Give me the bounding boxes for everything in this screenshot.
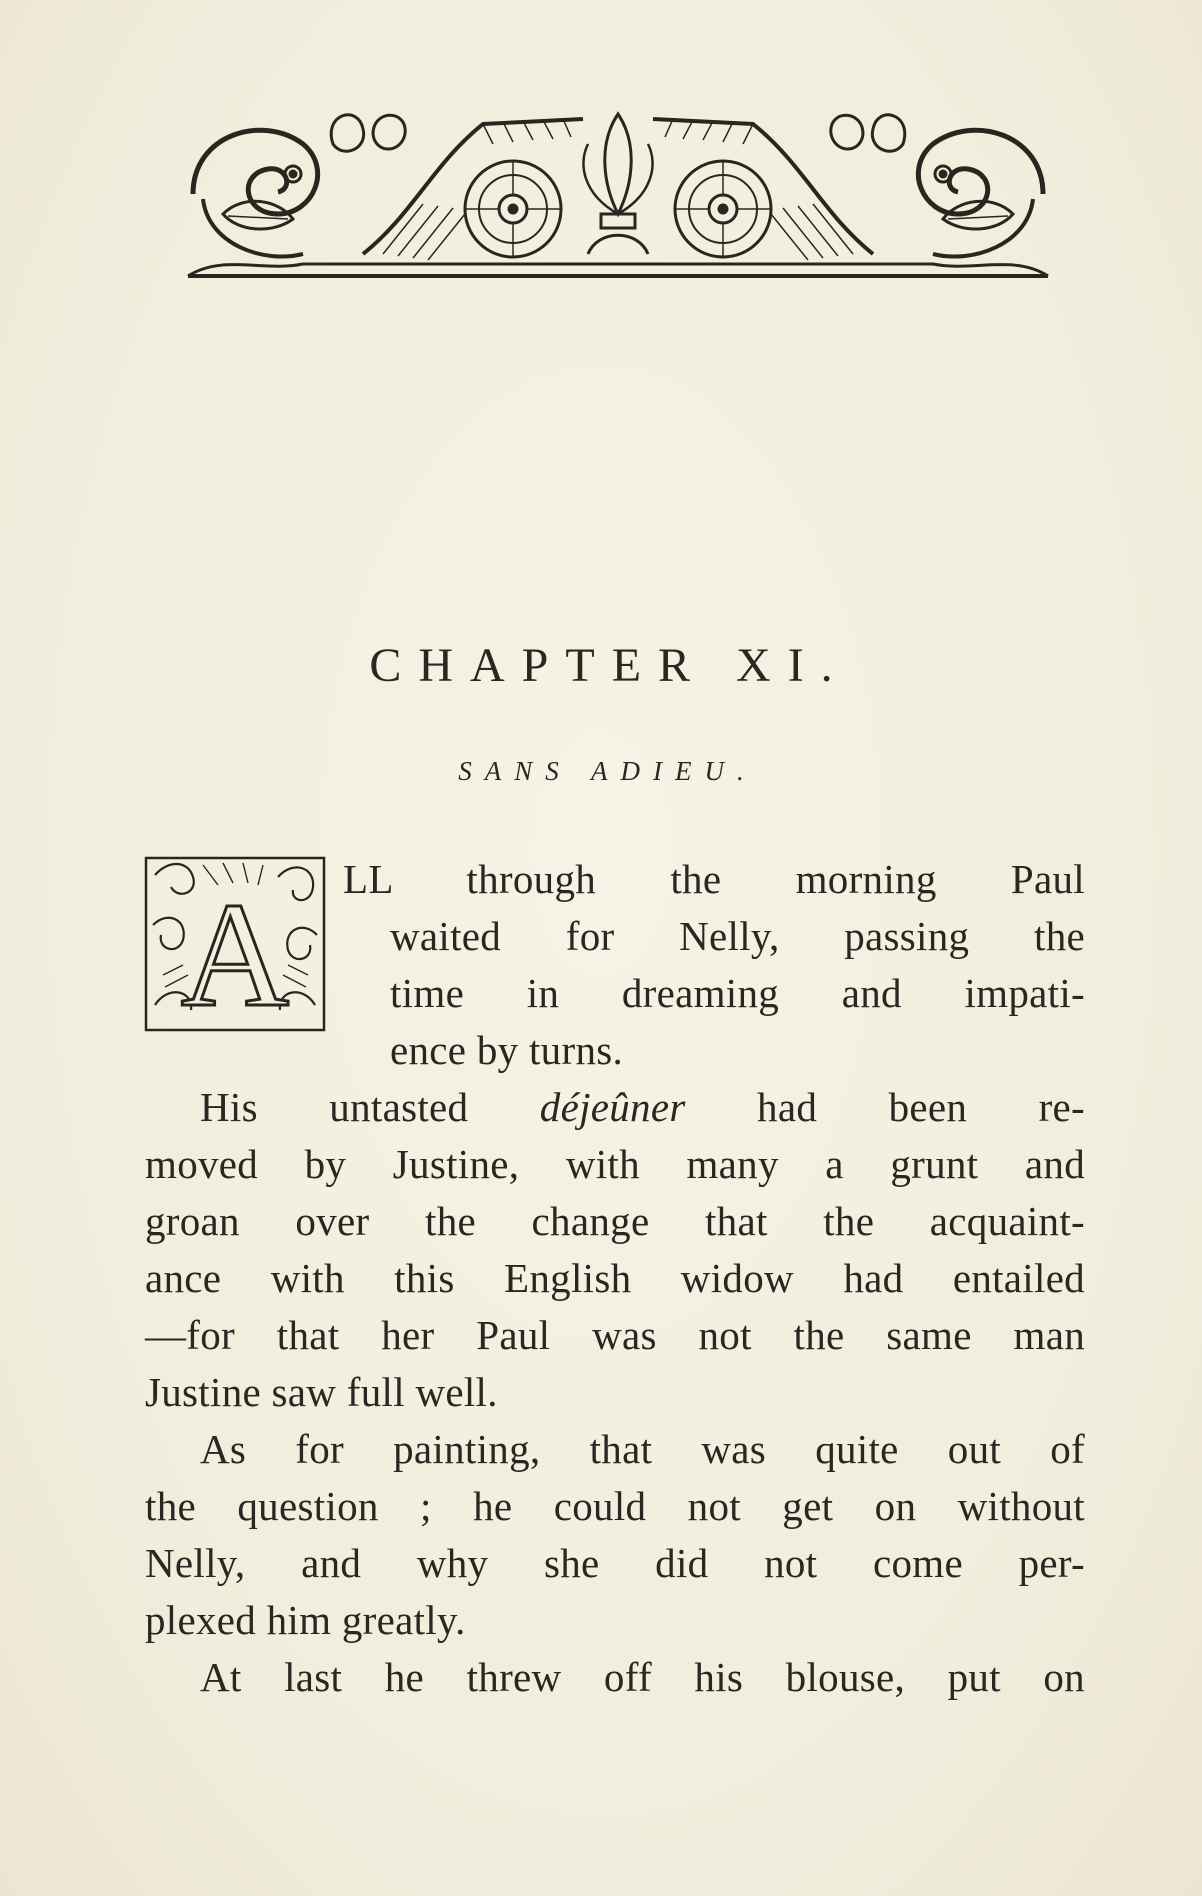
text-run: had been re- <box>685 1084 1086 1130</box>
text-run: His untasted <box>200 1084 540 1130</box>
italic-word: déjeûner <box>539 1084 686 1130</box>
initial-letter: A <box>180 872 290 1033</box>
text-line: waited for Nelly, passing the <box>390 913 1085 959</box>
decorated-initial-letter <box>143 855 327 1033</box>
text-line: As for painting, that was quite out of <box>200 1426 1085 1472</box>
text-line: ence by turns. <box>390 1027 624 1073</box>
ornamental-headpiece <box>183 104 1053 284</box>
text-line: At last he threw off his blouse, put on <box>200 1654 1085 1700</box>
chapter-title: CHAPTER XI. <box>369 639 850 692</box>
text-line: moved by Justine, with many a grunt and <box>145 1141 1085 1187</box>
text-line: ance with this English widow had entailed <box>145 1255 1085 1301</box>
text-line: the question ; he could not get on without <box>145 1483 1085 1529</box>
text-line: Nelly, and why she did not come per- <box>145 1540 1085 1586</box>
text-line: groan over the change that the acquaint- <box>145 1198 1085 1244</box>
text-line: —for that her Paul was not the same man <box>145 1312 1085 1358</box>
chapter-subtitle: SANS ADIEU. <box>458 756 757 786</box>
text-line: time in dreaming and impati- <box>390 970 1085 1016</box>
text-line <box>200 1082 1085 1132</box>
text-line: Justine saw full well. <box>145 1369 498 1415</box>
text-line: LL through the morning Paul <box>343 856 1085 902</box>
text-line: plexed him greatly. <box>145 1597 466 1643</box>
